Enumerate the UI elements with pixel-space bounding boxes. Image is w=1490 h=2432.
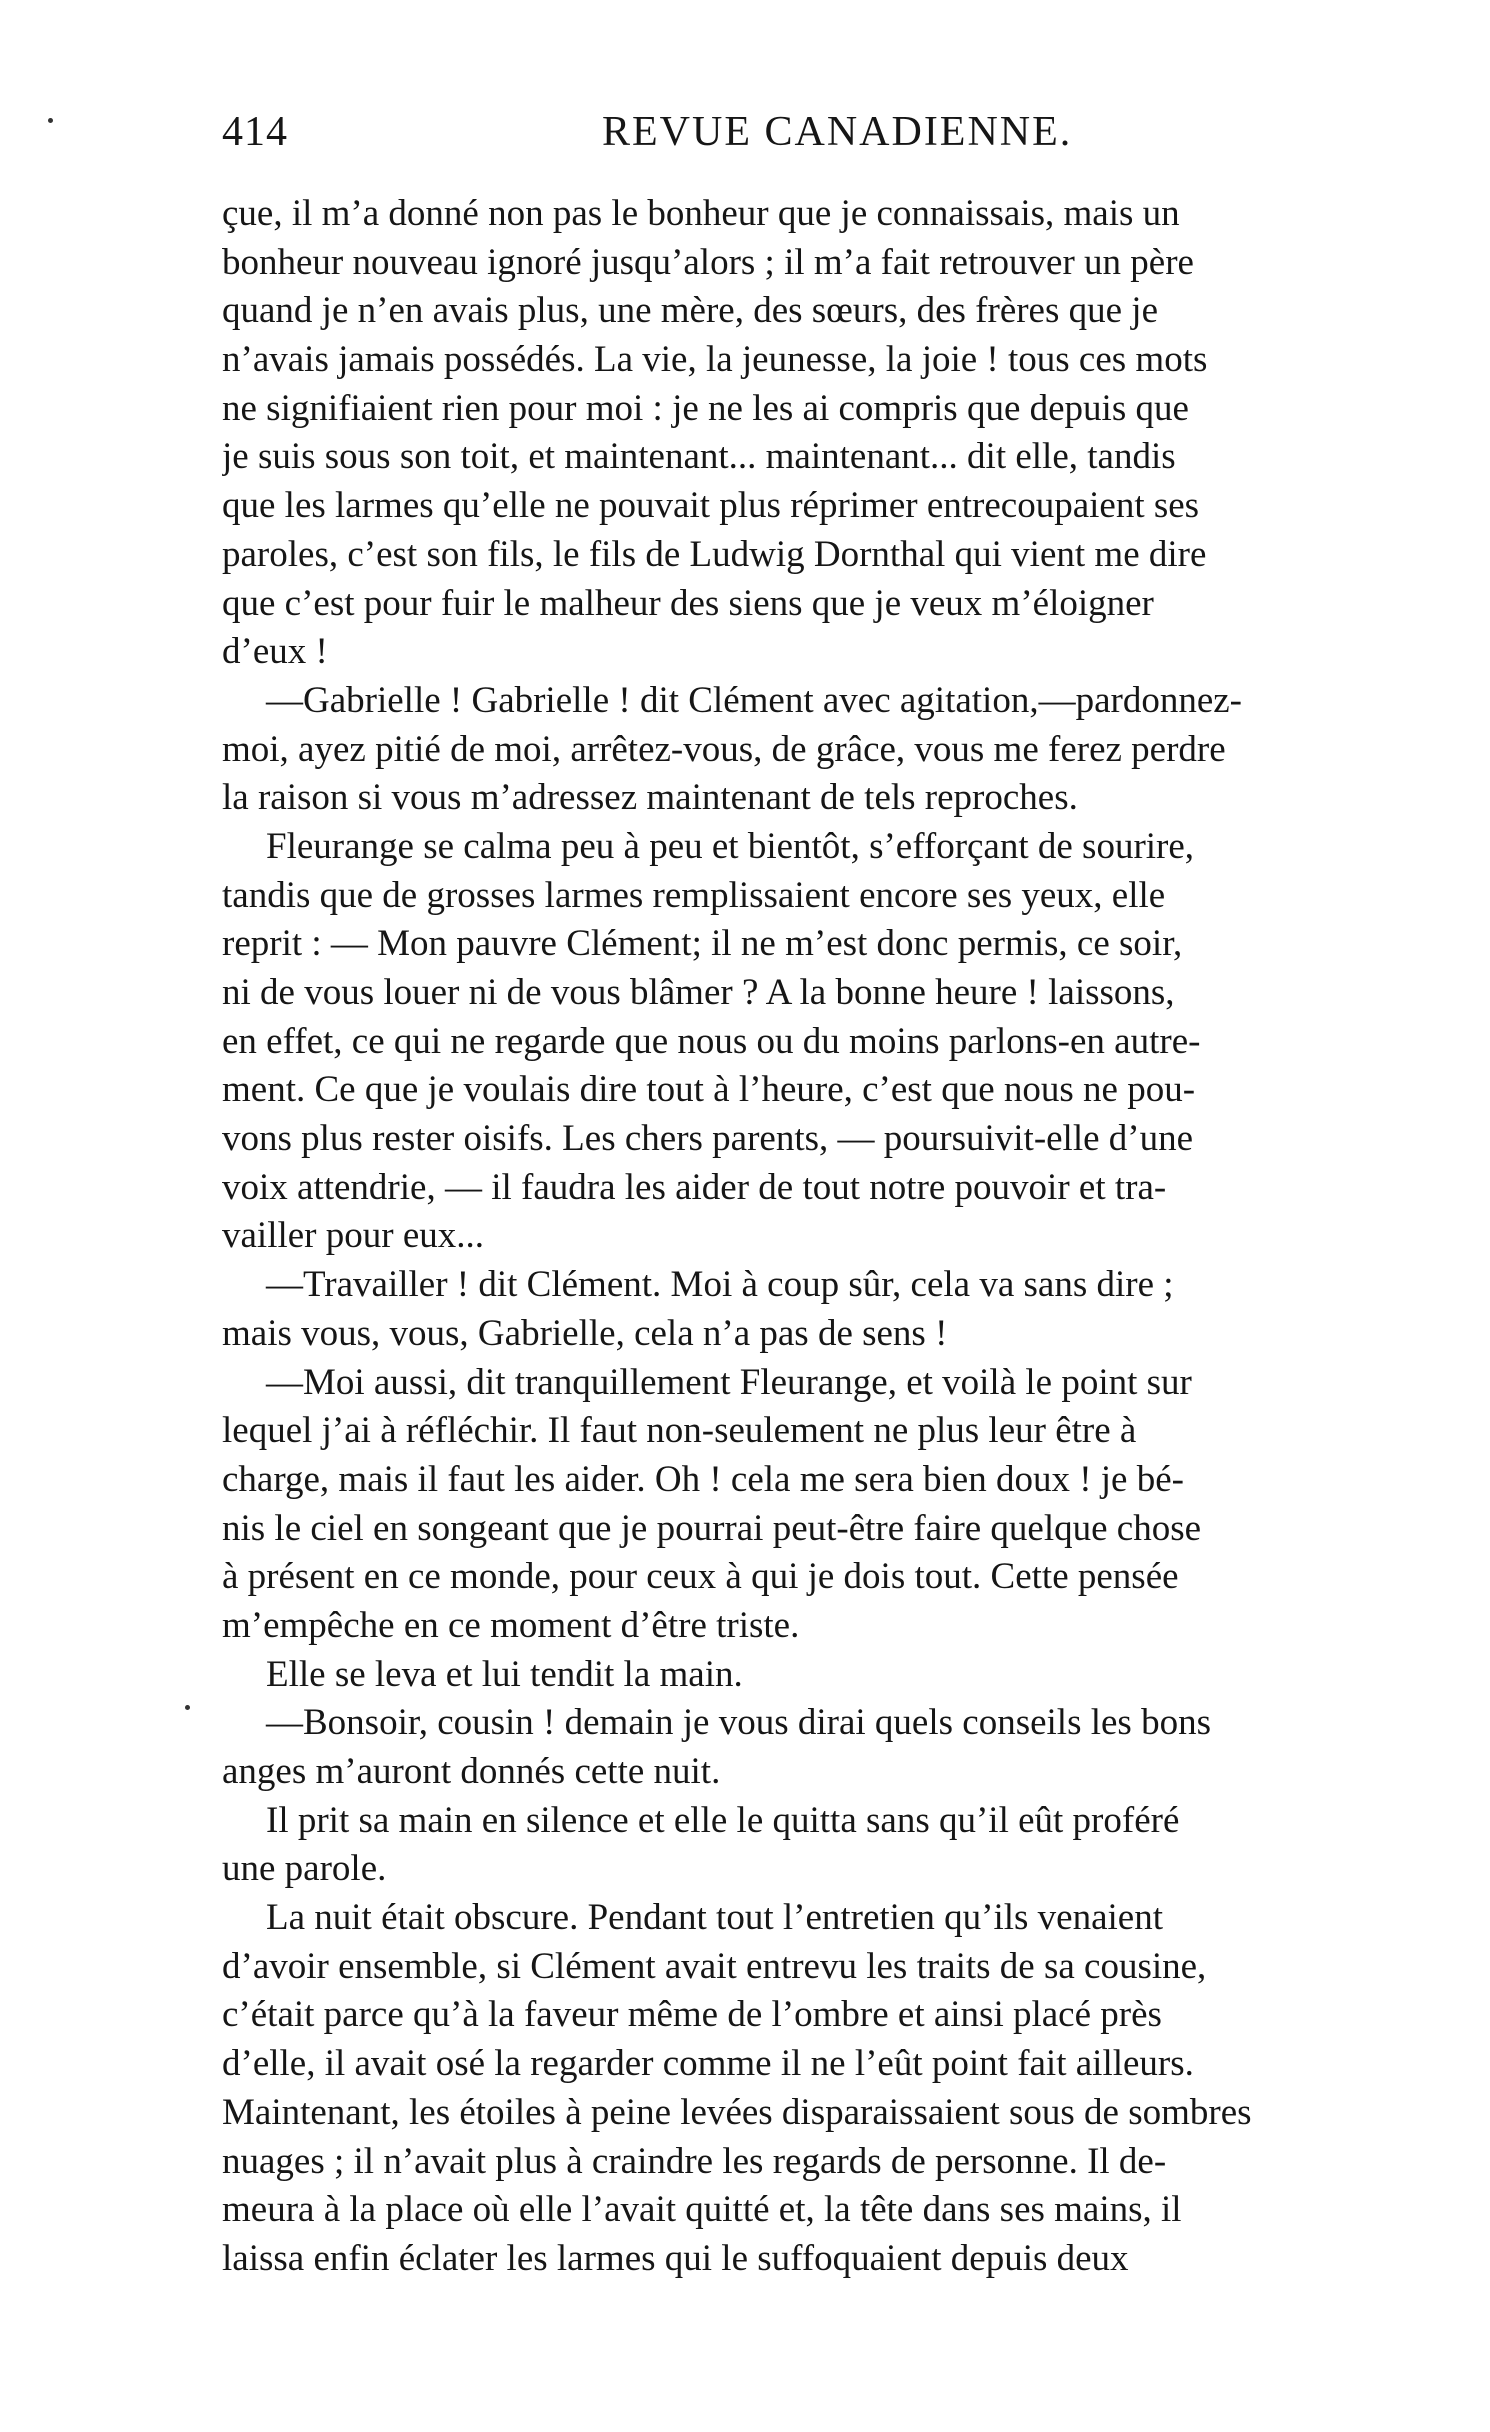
print-speck [185,1705,190,1710]
text-line: tandis que de grosses larmes remplissaient encore ses yeux, elle [222,874,1166,916]
text-line: meura à la place où elle l’avait quitté et, la tête dans ses mains, il [222,2189,1182,2231]
body-text [222,190,1342,2284]
text-line: ment. Ce que je voulais dire tout à l’heure, c’est que nous ne pou- [222,1069,1196,1111]
text-line: n’avais jamais possédés. La vie, la jeunesse, la joie ! tous ces mots [222,339,1208,381]
text-line: vons plus rester oisifs. Les chers parents, — poursuivit-elle d’une [222,1118,1194,1160]
text-line: m’empêche en ce moment d’être triste. [222,1604,800,1646]
paragraph-start-line: Elle se leva et lui tendit la main. [266,1653,743,1695]
text-line: que c’est pour fuir le malheur des siens que je veux m’éloigner [222,582,1154,624]
text-line: çue, il m’a donné non pas le bonheur que je connaissais, mais un [222,193,1180,234]
paragraph-start-line: —Moi aussi, dit tranquillement Fleurange, et voilà le point sur [266,1361,1192,1403]
text-line: ni de vous louer ni de vous blâmer ? A la bonne heure ! laissons, [222,972,1175,1013]
text-line: en effet, ce qui ne regarde que nous ou du moins parlons-en autre- [222,1020,1201,1062]
text-line: nis le ciel en songeant que je pourrai peut-être faire quelque chose [222,1507,1202,1549]
text-line: ne signifiaient rien pour moi : je ne les ai compris que depuis que [222,387,1189,429]
paragraph-start-line: Il prit sa main en silence et elle le quitta sans qu’il eût proféré [266,1799,1180,1841]
text-line: voix attendrie, — il faudra les aider de tout notre pouvoir et tra- [222,1166,1167,1208]
paragraph-start-line: —Travailler ! dit Clément. Moi à coup sûr, cela va sans dire ; [266,1264,1174,1306]
text-line: que les larmes qu’elle ne pouvait plus réprimer entrecoupaient ses [222,485,1200,527]
text-line: paroles, c’est son fils, le fils de Ludwig Dornthal qui vient me dire [222,533,1207,575]
running-title: REVUE CANADIENNE. [602,109,1073,155]
paragraph-start-line: —Gabrielle ! Gabrielle ! dit Clément avec agitation,—pardonnez- [266,679,1243,721]
print-speck [48,118,53,123]
text-line: anges m’auront donnés cette nuit. [222,1751,721,1792]
text-line: je suis sous son toit, et maintenant... maintenant... dit elle, tandis [222,436,1176,478]
paragraph-start-line: La nuit était obscure. Pendant tout l’entretien qu’ils venaient [266,1897,1163,1939]
running-header [222,108,1342,168]
text-line: une parole. [222,1848,387,1890]
text-line: moi, ayez pitié de moi, arrêtez-vous, de grâce, vous me ferez perdre [222,728,1226,770]
text-line: bonheur nouveau ignoré jusqu’alors ; il m’a fait retrouver un père [222,241,1194,283]
text-line: d’eux ! [222,631,328,673]
text-line: laissa enfin éclater les larmes qui le suffoquaient depuis deux [222,2237,1129,2279]
text-line: d’avoir ensemble, si Clément avait entrevu les traits de sa cousine, [222,1945,1207,1987]
paragraph-start-line: —Bonsoir, cousin ! demain je vous dirai quels conseils les bons [266,1702,1211,1744]
text-line: nuages ; il n’avait plus à craindre les regards de personne. Il de- [222,2140,1167,2182]
text-line: quand je n’en avais plus, une mère, des sœurs, des frères que je [222,290,1159,332]
text-line: la raison si vous m’adressez maintenant de tels reproches. [222,777,1078,819]
text-line: charge, mais il faut les aider. Oh ! cela me sera bien doux ! je bé- [222,1458,1184,1500]
text-line: à présent en ce monde, pour ceux à qui je dois tout. Cette pensée [222,1556,1179,1598]
text-line: c’était parce qu’à la faveur même de l’ombre et ainsi placé près [222,1994,1162,2036]
text-line: d’elle, il avait osé la regarder comme il ne l’eût point fait ailleurs. [222,2043,1194,2085]
paragraph-start-line: Fleurange se calma peu à peu et bientôt, s’efforçant de sourire, [266,825,1195,867]
text-line: reprit : — Mon pauvre Clément; il ne m’est donc permis, ce soir, [222,923,1183,965]
page-number: 414 [222,109,288,155]
text-line: lequel j’ai à réfléchir. Il faut non-seulement ne plus leur être à [222,1410,1137,1452]
text-line: Maintenant, les étoiles à peine levées disparaissaient sous de sombres [222,2091,1252,2133]
text-line: vailler pour eux... [222,1215,484,1257]
text-line: mais vous, vous, Gabrielle, cela n’a pas de sens ! [222,1312,948,1354]
